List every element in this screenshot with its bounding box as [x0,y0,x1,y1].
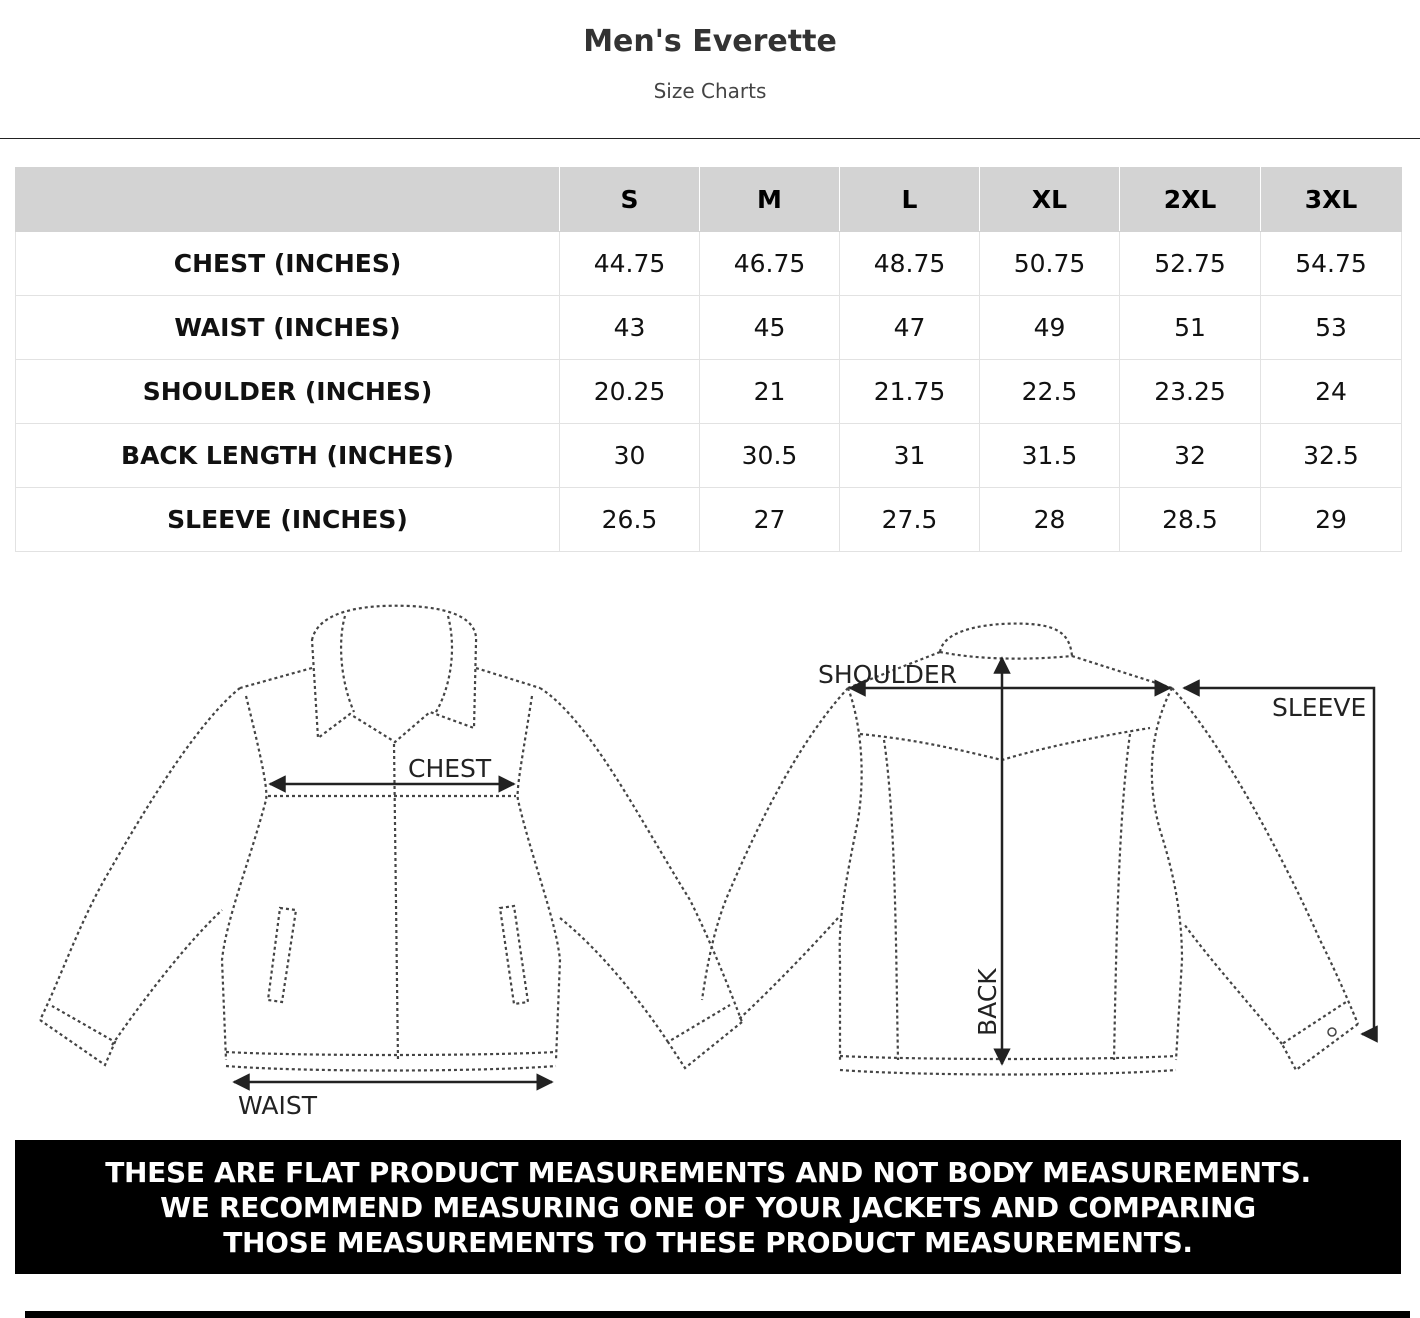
size-header: XL [980,168,1120,232]
notice-text: THESE ARE FLAT PRODUCT MEASUREMENTS AND NOT BODY MEASUREMENTS. WE RECOMMEND MEASURING ONE OF YOUR JACKETS AND COMPARING THOSE MEASUREMENTS TO THESE PRODUCT MEASUREMENTS. [105,1155,1311,1259]
page-subtitle: Size Charts [653,79,767,103]
table-cell: 21 [700,360,840,424]
size-header: 2XL [1120,168,1261,232]
table-cell: 48.75 [840,232,980,296]
table-cell: 53 [1261,296,1402,360]
table-cell: 43 [560,296,700,360]
row-label: SHOULDER (INCHES) [16,360,560,424]
chest-label: CHEST [408,754,492,783]
table-cell: 20.25 [560,360,700,424]
measurement-notice-banner [15,1140,1401,1274]
table-cell: 24 [1261,360,1402,424]
back-label: BACK [973,968,1002,1036]
table-cell: 52.75 [1120,232,1261,296]
table-cell: 23.25 [1120,360,1261,424]
sleeve-label: SLEEVE [1272,693,1367,722]
table-cell: 22.5 [980,360,1120,424]
back-jacket-outline [702,624,1358,1075]
table-cell: 32 [1120,424,1261,488]
size-header: M [700,168,840,232]
table-cell: 26.5 [560,488,700,552]
row-label: WAIST (INCHES) [16,296,560,360]
size-chart-table [15,167,1402,552]
table-header-blank [16,168,560,232]
front-jacket-outline [40,606,742,1071]
table-cell: 31.5 [980,424,1120,488]
table-cell: 30 [560,424,700,488]
size-header: S [560,168,700,232]
cuff-button [1328,1028,1336,1036]
table-cell: 29 [1261,488,1402,552]
table-cell: 51 [1120,296,1261,360]
table-cell: 49 [980,296,1120,360]
size-header: L [840,168,980,232]
table-cell: 46.75 [700,232,840,296]
size-header: 3XL [1261,168,1402,232]
page-title: Men's Everette [583,24,837,59]
row-label: SLEEVE (INCHES) [16,488,560,552]
table-row [16,488,1402,552]
table-row [16,360,1402,424]
waist-label: WAIST [238,1091,317,1120]
sleeve-measure-line [1184,688,1374,1034]
table-cell: 30.5 [700,424,840,488]
table-cell: 31 [840,424,980,488]
table-cell: 28.5 [1120,488,1261,552]
table-cell: 54.75 [1261,232,1402,296]
table-cell: 45 [700,296,840,360]
table-cell: 47 [840,296,980,360]
shoulder-label: SHOULDER [818,660,957,689]
row-label: CHEST (INCHES) [16,232,560,296]
table-cell: 28 [980,488,1120,552]
table-cell: 27 [700,488,840,552]
table-cell: 50.75 [980,232,1120,296]
table-cell: 44.75 [560,232,700,296]
row-label: BACK LENGTH (INCHES) [16,424,560,488]
table-row [16,424,1402,488]
header-divider [0,138,1420,139]
jacket-measurement-diagram [15,570,1405,1130]
table-cell: 32.5 [1261,424,1402,488]
table-row [16,296,1402,360]
table-cell: 21.75 [840,360,980,424]
table-cell: 27.5 [840,488,980,552]
table-header-row [16,168,1402,232]
table-row [16,232,1402,296]
bottom-divider [25,1311,1410,1318]
